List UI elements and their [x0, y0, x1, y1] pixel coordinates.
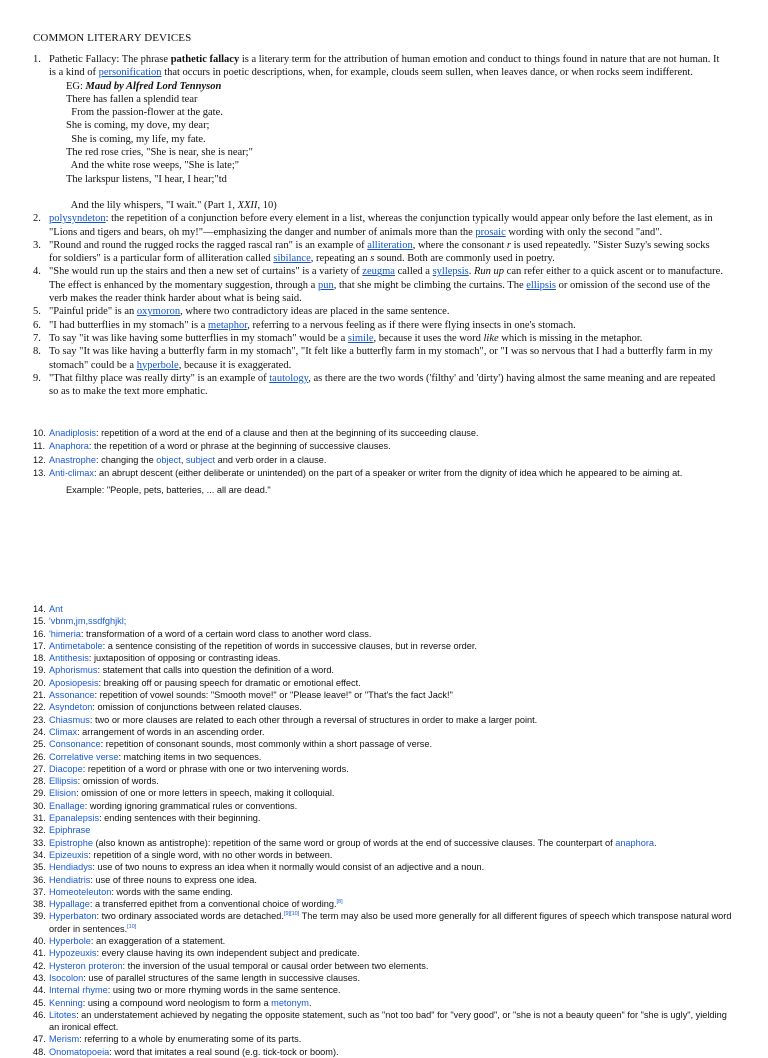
item-text: : the repetition of a word or phrase at the beginning of successive clauses. — [88, 441, 391, 452]
list-item: 3. "Round and round the rugged rocks the ragged rascal ran" is an example of alliteration, where the consonant r is used repeatedly. "Sister Suzy's sewing socks for soldiers" is a particular form of alliteration called sibilance, repeating an s sound. Both are commonly used in poetry. — [33, 239, 710, 265]
item-number: 28. — [33, 776, 46, 787]
term-link[interactable]: Kenning — [49, 997, 83, 1008]
item-text: : repetition of consonant sounds, most commonly within a short passage of verse. — [100, 739, 433, 750]
poem-excerpt — [49, 80, 723, 213]
list-item: 5. "Painful pride" is an oxymoron, where two contradictory ideas are placed in the same sentence. — [33, 306, 450, 318]
list-item — [33, 615, 733, 627]
item-text: : the repetition of a conjunction before every element in a list, whereas the conjunction typically would appear only before the last element, as in "Lions and tigers and bears, oh my!"—emphasizing the danger and number of animals more than the — [49, 213, 713, 238]
verse-citation: And the lily whispers, "I wait." (Part 1, XXII, 10) — [70, 199, 277, 211]
link-simile[interactable]: simile — [347, 332, 374, 344]
list-item — [33, 824, 733, 836]
numbered-list-serif — [33, 53, 723, 398]
item-number: 23. — [33, 714, 46, 725]
item-number: 2. — [33, 213, 41, 225]
item-text: : use of parallel structures of the same length in successive clauses. — [83, 972, 361, 983]
list-item — [33, 738, 733, 750]
item-text: : omission of one or more letters in speech, making it colloquial. — [76, 788, 335, 799]
item-text: : repetition of a single word, with no other words in between. — [88, 849, 333, 860]
link-polysyndeton[interactable]: polysyndeton — [49, 213, 106, 225]
item-number: 1. — [33, 54, 41, 65]
item-text: : an exaggeration of a statement. — [90, 936, 226, 947]
list-item — [33, 664, 733, 676]
item-number: 33. — [33, 837, 46, 848]
item-number: 30. — [33, 800, 46, 811]
item-number: 38. — [33, 899, 46, 910]
item-text: : an abrupt descent (either deliberate or unintended) on the part of a speaker or writer from the dignity of idea which he appeared to be aiming at. — [93, 468, 683, 479]
item-text: : omission of conjunctions between related clauses. — [92, 702, 302, 713]
item-number: 15. — [33, 616, 46, 627]
term-link[interactable]: Epizeuxis — [49, 849, 89, 860]
item-text: : breaking off or pausing speech for dramatic or emotional effect. — [98, 677, 361, 688]
list-item — [33, 689, 733, 701]
numbered-list-sans-a — [33, 427, 733, 497]
list-item — [33, 726, 733, 738]
list-item: 12. Anastrophe: changing the object, subject and verb order in a clause. — [33, 454, 733, 467]
item-number: 32. — [33, 825, 46, 836]
list-item — [33, 603, 733, 615]
item-text: : an understatement achieved by negating the opposite statement, such as "not too bad" for "very good", or "she is not a beauty queen" for "she is ugly", yielding an ironical effect. — [49, 1009, 727, 1033]
item-text: : every clause having its own independent subject and predicate. — [96, 948, 360, 959]
list-item — [33, 440, 733, 453]
list-item: 7. To say "it was like having some butterflies in my stomach" would be a simile, because it uses the word like which is missing in the metaphor. — [33, 332, 643, 344]
term-link[interactable]: Hendiatris — [49, 874, 91, 885]
list-item — [33, 1046, 733, 1058]
list-item — [33, 763, 733, 775]
item-number: 20. — [33, 677, 46, 688]
list-item — [33, 861, 733, 873]
item-number: 17. — [33, 640, 46, 651]
term-link[interactable]: Epanalepsis — [49, 813, 100, 824]
item-number: 29. — [33, 788, 46, 799]
term-link[interactable]: Hypozeuxis — [49, 948, 97, 959]
item-number: 22. — [33, 702, 46, 713]
item-text: (also known as antistrophe): repetition of the same word or group of words at the end of successive clauses. The counterpart of — [92, 837, 616, 848]
item-number: 6. — [33, 319, 41, 331]
list-item: 9. "That filthy place was really dirty" is an example of tautology, as there are the two words ('filthy' and 'dirty') having almost the same meaning and are repeated so as to make the text more emphatic. — [33, 372, 716, 398]
verse-line: The larkspur listens, "I hear, I hear;"td — [66, 173, 227, 185]
item-text: : two ordinary associated words are detached. — [96, 911, 284, 922]
item-number: 16. — [33, 628, 46, 639]
item-number: 35. — [33, 862, 46, 873]
term-link[interactable]: Anaphora — [49, 441, 89, 452]
list-item — [33, 640, 733, 652]
term-link[interactable]: Diacope — [49, 763, 83, 774]
link-personification[interactable]: personification — [98, 67, 162, 79]
item-text: : statement that calls into question the definition of a word. — [97, 665, 334, 676]
list-item — [33, 1009, 733, 1034]
inline-link[interactable]: metonym — [271, 997, 309, 1008]
term-link[interactable]: Antimetabole — [49, 640, 103, 651]
verse-line: And the white rose weeps, "She is late;" — [66, 160, 240, 172]
verse-line: She is coming, my dove, my dear; — [66, 120, 210, 132]
term-link[interactable]: Epistrophe — [49, 837, 93, 848]
item-text: : a transferred epithet from a conventional choice of wording. — [89, 899, 337, 910]
list-item — [33, 812, 733, 824]
item-text: : referring to a whole by enumerating some of its parts. — [79, 1034, 302, 1045]
term-link[interactable]: Assonance — [49, 690, 95, 701]
item-text: wording with only the second "and". — [505, 226, 663, 238]
item-number: 14. — [33, 604, 46, 614]
term-link[interactable]: Anti-climax — [49, 468, 94, 479]
term-link[interactable]: Aposiopesis — [49, 677, 99, 688]
list-item — [33, 751, 733, 763]
list-item — [33, 53, 723, 212]
verse-line: She is coming, my life, my fate. — [66, 133, 206, 145]
item-number: 19. — [33, 665, 46, 676]
item-number: 25. — [33, 739, 46, 750]
item-number: 42. — [33, 960, 46, 971]
list-item — [33, 800, 733, 812]
link-sibilance[interactable]: sibilance — [273, 253, 311, 265]
term-link[interactable]: Internal rhyme — [49, 985, 108, 996]
link-subject[interactable]: subject — [185, 454, 216, 465]
list-item — [33, 677, 733, 689]
list-item — [33, 886, 733, 898]
item-number: 12. — [33, 454, 46, 465]
item-number: 46. — [33, 1009, 46, 1020]
term-link[interactable]: Merism — [49, 1034, 80, 1045]
item-text: : transformation of a word of a certain word class to another word class. — [80, 628, 372, 639]
item-text: . — [654, 837, 657, 848]
item-text: : wording ignoring grammatical rules or conventions. — [84, 800, 298, 811]
term-link[interactable]: Chiasmus — [49, 714, 90, 725]
term-link[interactable]: Consonance — [49, 739, 101, 750]
item-number: 21. — [33, 690, 46, 701]
term-link[interactable]: Hysteron proteron — [49, 960, 123, 971]
list-item — [33, 467, 733, 480]
item-text: : ending sentences with their beginning. — [99, 813, 261, 824]
item-number: 43. — [33, 972, 46, 983]
term-link[interactable]: Epiphrase — [49, 825, 91, 836]
link-ellipsis[interactable]: ellipsis — [526, 279, 557, 291]
link-syllepsis[interactable]: syllepsis — [432, 266, 469, 278]
poem-title: Maud by Alfred Lord Tennyson — [85, 80, 222, 92]
item-number: 5. — [33, 306, 41, 318]
list-item — [33, 849, 733, 861]
list-item — [33, 714, 733, 726]
item-number: 34. — [33, 849, 46, 860]
list-item — [33, 997, 733, 1009]
term-link[interactable]: Hyperbaton — [49, 911, 97, 922]
list-item — [33, 775, 733, 787]
link-hyperbole[interactable]: hyperbole — [136, 359, 179, 371]
item-text: is a literary term for the attribution of human emotion and conduct to things found in nature that are not human. It is a kind of — [49, 54, 720, 79]
item-text: : words with the same ending. — [111, 886, 233, 897]
document-title: COMMON LITERARY DEVICES — [33, 32, 192, 44]
term-link[interactable]: Onomatopoeia — [49, 1046, 110, 1057]
term-link[interactable]: 'vbnm,jm,ssdfghjkl; — [49, 616, 127, 627]
term-link[interactable]: Asyndeton — [49, 702, 93, 713]
item-number: 11. — [33, 441, 46, 452]
item-number: 24. — [33, 726, 46, 737]
term-link[interactable]: Hyperbole — [49, 936, 91, 947]
verse-line: There has fallen a splendid tear — [66, 93, 198, 105]
item-text: that occurs in poetic descriptions, when, for example, clouds seem sullen, when leaves dance, or when rocks seem indifferent. — [161, 67, 693, 79]
list-item — [33, 960, 733, 972]
item-number: 9. — [33, 372, 41, 384]
item-number: 31. — [33, 813, 46, 824]
item-number: 48. — [33, 1046, 46, 1057]
term-link[interactable]: Climax — [49, 726, 78, 737]
item-number: 27. — [33, 763, 46, 774]
item-text: : repetition of a word at the end of a clause and then at the beginning of its succeeding clause. — [96, 428, 479, 438]
term-link[interactable]: Ant — [49, 604, 63, 614]
item-text: : use of two nouns to express an idea when it normally would consist of an adjective and a noun. — [92, 862, 485, 873]
item-text: : word that imitates a real sound (e.g. tick-tock or boom). — [109, 1046, 339, 1057]
term-link[interactable]: Antithesis — [49, 653, 89, 664]
item-number: 13. — [33, 468, 46, 479]
list-item — [33, 874, 733, 886]
link-object[interactable]: object — [156, 454, 181, 465]
item-number: 44. — [33, 985, 46, 996]
item-text: : repetition of vowel sounds: "Smooth move!" or "Please leave!" or "That's the fact Jack!" — [94, 690, 453, 701]
list-item — [33, 427, 733, 440]
item-number: 39. — [33, 911, 46, 922]
list-item — [33, 947, 733, 959]
verse-line: The red rose cries, "She is near, she is near;" — [66, 147, 253, 159]
term-link[interactable]: Aphorismus — [49, 665, 98, 676]
link-zeugma[interactable]: zeugma — [362, 266, 395, 278]
term-link[interactable]: Elision — [49, 788, 77, 799]
item-text: The term may also be used more generally for all different figures of speech which transpose natural word order in sentences. — [49, 911, 732, 934]
item-number: 3. — [33, 239, 41, 251]
term-link[interactable]: Ellipsis — [49, 776, 78, 787]
footnote-ref[interactable]: [10] — [127, 923, 137, 930]
link-alliteration[interactable]: alliteration — [367, 239, 413, 251]
term-link[interactable]: Isocolon — [49, 972, 84, 983]
term-link[interactable]: Hendiadys — [49, 862, 93, 873]
link-tautology[interactable]: tautology — [269, 372, 309, 384]
item-number: 47. — [33, 1034, 46, 1045]
item-text: : juxtaposition of opposing or contrasting ideas. — [88, 653, 281, 664]
item-text: : the inversion of the usual temporal or causal order between two elements. — [122, 960, 429, 971]
list-item: 6. "I had butterflies in my stomach" is a metaphor, referring to a nervous feeling as if there were flying insects in one's stomach. — [33, 319, 576, 331]
link-pun[interactable]: pun — [317, 279, 334, 291]
item-text: : repetition of a word or phrase with one or two intervening words. — [82, 763, 349, 774]
item-text: : use of three nouns to express one idea. — [90, 874, 257, 885]
item-text: . — [308, 997, 312, 1008]
list-item: 8. To say "It was like having a butterfly farm in my stomach", "It felt like a butterfly farm in my stomach", or "I was so nervous that I had a butterfly farm in my stomach" could be a hyperbole, because it is exaggerated. — [33, 346, 713, 371]
item-number: 26. — [33, 751, 46, 762]
footnote-ref[interactable]: [9][10] — [283, 911, 300, 918]
term-link[interactable]: Litotes — [49, 1009, 77, 1020]
list-item — [33, 1033, 733, 1045]
list-item — [33, 935, 733, 947]
list-item — [33, 972, 733, 984]
list-item — [33, 984, 733, 996]
list-item — [33, 701, 733, 713]
bold-term: pathetic fallacy — [170, 54, 240, 65]
term-link[interactable]: Homeoteleuton — [49, 886, 112, 897]
item-text: : two or more clauses are related to each other through a reversal of structures in order to make a larger point. — [89, 714, 538, 725]
item-text: Pathetic Fallacy: The phrase — [49, 54, 171, 65]
link-oxymoron[interactable]: oxymoron — [136, 306, 181, 318]
term-link[interactable]: Anadiplosis — [49, 428, 96, 438]
item-number: 8. — [33, 346, 41, 358]
item-number: 7. — [33, 332, 41, 344]
example-text: Example: "People, pets, batteries, ... all are dead." — [66, 484, 271, 495]
list-item — [33, 910, 733, 935]
list-item — [33, 898, 733, 910]
item-number: 4. — [33, 266, 41, 278]
item-text: : using a compound word neologism to form a — [82, 997, 272, 1008]
term-link[interactable]: Anastrophe — [49, 454, 96, 465]
link-prosaic[interactable]: prosaic — [475, 226, 506, 238]
term-link[interactable]: 'himeria — [49, 628, 81, 639]
item-number: 41. — [33, 948, 46, 959]
list-item — [33, 837, 733, 849]
term-link[interactable]: Enallage — [49, 800, 85, 811]
item-number: 45. — [33, 997, 46, 1008]
verse-line: From the passion-flower at the gate. — [66, 107, 223, 119]
item-text: : arrangement of words in an ascending order. — [77, 726, 265, 737]
item-text: : omission of words. — [77, 776, 159, 787]
list-item — [33, 212, 723, 239]
item-number: 36. — [33, 874, 46, 885]
list-item: 4. "She would run up the stairs and then a new set of curtains" is a variety of zeugma called a syllepsis. Run up can refer either to a quick ascent or to manufacture. The effect is enhanced by the momentary suggestion, through a pun, that she might be climbing the curtains. The ellipsis or omission of the second use of the verb makes the reader think harder about what is being said. — [33, 266, 723, 305]
item-text: : matching items in two sequences. — [118, 751, 262, 762]
item-text: "Round and round the rugged rocks the ragged rascal ran" is an example of — [49, 239, 368, 251]
footnote-ref[interactable]: [8] — [336, 899, 343, 906]
item-text: : using two or more rhyming words in the same sentence. — [107, 985, 341, 996]
inline-link[interactable]: anaphora — [615, 837, 655, 848]
link-metaphor[interactable]: metaphor — [208, 319, 248, 331]
item-number: 40. — [33, 936, 46, 947]
item-number: 10. — [33, 428, 46, 438]
numbered-list-sans-b — [33, 603, 733, 1058]
list-item — [33, 652, 733, 664]
term-link[interactable]: Correlative verse — [49, 751, 119, 762]
item-number: 37. — [33, 886, 46, 897]
item-number: 18. — [33, 653, 46, 664]
example-prefix: EG: — [66, 80, 86, 92]
item-text: : a sentence consisting of the repetition of words in successive clauses, but in reverse order. — [102, 640, 477, 651]
list-item — [33, 787, 733, 799]
list-item — [33, 628, 733, 640]
term-link[interactable]: Hypallage — [49, 899, 90, 910]
